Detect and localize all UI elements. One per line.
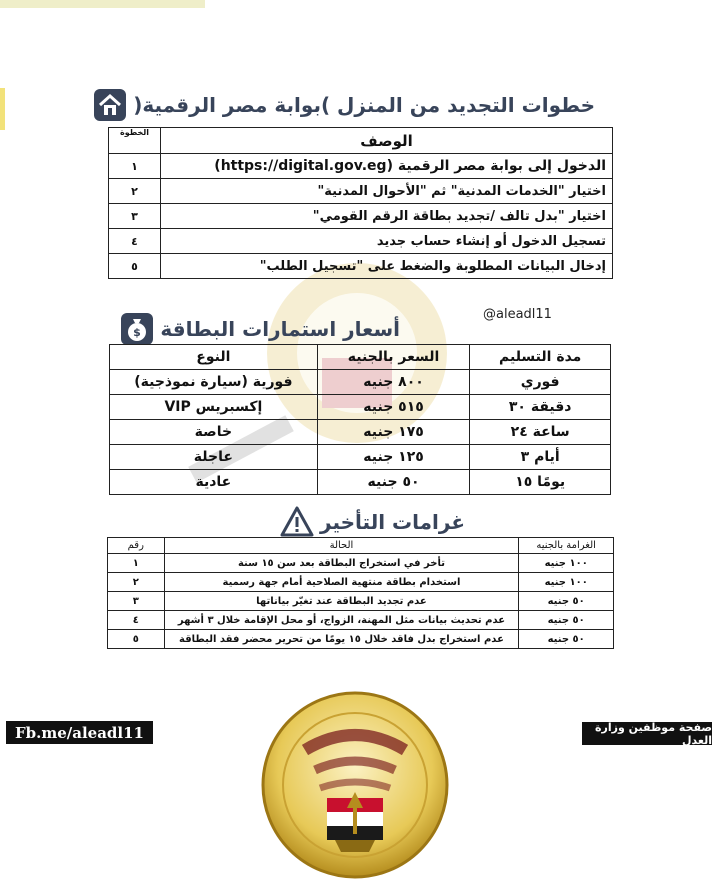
money-bag-icon — [120, 312, 154, 346]
table-row — [110, 370, 611, 395]
table-row — [110, 470, 611, 495]
delivery-cell: ساعة ٢٤ — [470, 420, 611, 445]
table-row — [108, 630, 614, 649]
price-cell: ١٧٥ جنيه — [317, 420, 470, 445]
header-fine: الغرامة بالجنيه — [519, 538, 614, 554]
table-row — [109, 254, 613, 279]
renewal-steps-title — [93, 88, 595, 122]
table-row — [108, 554, 614, 573]
step-description: إدخال البيانات المطلوبة والضغط على "تسجيل الطلب" — [161, 254, 613, 279]
table-row — [109, 204, 613, 229]
number-cell: ٣ — [108, 592, 165, 611]
side-decorative-mark — [0, 88, 5, 130]
delivery-cell: دقيقة ٣٠ — [470, 395, 611, 420]
number-cell: ٤ — [108, 611, 165, 630]
ministry-of-justice-logo — [255, 680, 455, 880]
number-cell: ٢ — [108, 573, 165, 592]
late-fines-title-text: غرامات التأخير — [320, 510, 465, 534]
table-row — [108, 611, 614, 630]
table-header-row — [110, 345, 611, 370]
price-cell: ٥٠ جنيه — [317, 470, 470, 495]
delivery-cell: أيام ٣ — [470, 445, 611, 470]
page-name-banner: صفحة موظفين وزارة العدل — [582, 722, 712, 745]
card-prices-table — [109, 344, 611, 495]
header-state: الحالة — [164, 538, 519, 554]
fine-cell: ٥٠ جنيه — [519, 592, 614, 611]
type-cell: إكسبريس VIP — [110, 395, 318, 420]
header-number: رقم — [108, 538, 165, 554]
step-description: الدخول إلى بوابة مصر الرقمية (https://digital.gov.eg) — [161, 154, 613, 179]
fine-cell: ١٠٠ جنيه — [519, 573, 614, 592]
type-cell: عادية — [110, 470, 318, 495]
renewal-steps-table — [108, 127, 613, 279]
state-cell: استخدام بطاقة منتهية الصلاحية أمام جهة رسمية — [164, 573, 519, 592]
home-icon — [93, 88, 127, 122]
number-cell: ٥ — [108, 630, 165, 649]
state-cell: عدم استخراج بدل فاقد خلال ١٥ يومًا من تحرير محضر فقد البطاقة — [164, 630, 519, 649]
table-row — [108, 573, 614, 592]
number-cell: ١ — [108, 554, 165, 573]
step-number: ٥ — [109, 254, 161, 279]
table-header-row — [108, 538, 614, 554]
step-number: ١ — [109, 154, 161, 179]
table-row — [110, 395, 611, 420]
card-prices-title-text: أسعار استمارات البطاقة — [160, 317, 400, 341]
renewal-steps-title-text: خطوات التجديد من المنزل )بوابة مصر الرقمية( — [133, 93, 595, 117]
table-row — [109, 154, 613, 179]
late-fines-title — [280, 505, 465, 539]
late-fines-table — [107, 537, 614, 649]
header-delivery: مدة التسليم — [470, 345, 611, 370]
state-cell: عدم تجديد البطاقة عند تغيّر بياناتها — [164, 592, 519, 611]
step-number: ٣ — [109, 204, 161, 229]
price-cell: ٨٠٠ جنيه — [317, 370, 470, 395]
step-number: ٢ — [109, 179, 161, 204]
header-type: النوع — [110, 345, 318, 370]
facebook-link-banner[interactable]: Fb.me/aleadl11 — [6, 721, 153, 744]
step-description: تسجيل الدخول أو إنشاء حساب جديد — [161, 229, 613, 254]
step-description: اختيار "الخدمات المدنية" ثم "الأحوال المدنية" — [161, 179, 613, 204]
header-step: الخطوة — [109, 128, 161, 154]
state-cell: عدم تحديث بيانات مثل المهنة، الزواج، أو محل الإقامة خلال ٣ أشهر — [164, 611, 519, 630]
table-row — [110, 445, 611, 470]
table-row — [109, 229, 613, 254]
delivery-cell: يومًا ١٥ — [470, 470, 611, 495]
type-cell: فورية (سيارة نموذجية) — [110, 370, 318, 395]
card-prices-title — [120, 312, 400, 346]
table-row — [109, 179, 613, 204]
price-cell: ١٢٥ جنيه — [317, 445, 470, 470]
svg-text:$: $ — [133, 326, 142, 339]
warning-icon — [280, 505, 314, 539]
fine-cell: ١٠٠ جنيه — [519, 554, 614, 573]
state-cell: تأخر في استخراج البطاقة بعد سن ١٥ سنة — [164, 554, 519, 573]
social-handle: @aleadl11 — [483, 307, 552, 322]
type-cell: عاجلة — [110, 445, 318, 470]
delivery-cell: فوري — [470, 370, 611, 395]
top-decorative-strip — [0, 0, 205, 8]
header-price: السعر بالجنيه — [317, 345, 470, 370]
header-description: الوصف — [161, 128, 613, 154]
table-row — [110, 420, 611, 445]
price-cell: ٥١٥ جنيه — [317, 395, 470, 420]
type-cell: خاصة — [110, 420, 318, 445]
fine-cell: ٥٠ جنيه — [519, 611, 614, 630]
fine-cell: ٥٠ جنيه — [519, 630, 614, 649]
step-number: ٤ — [109, 229, 161, 254]
step-description: اختيار "بدل تالف /تجديد بطاقة الرقم القومي" — [161, 204, 613, 229]
table-header-row — [109, 128, 613, 154]
table-row — [108, 592, 614, 611]
